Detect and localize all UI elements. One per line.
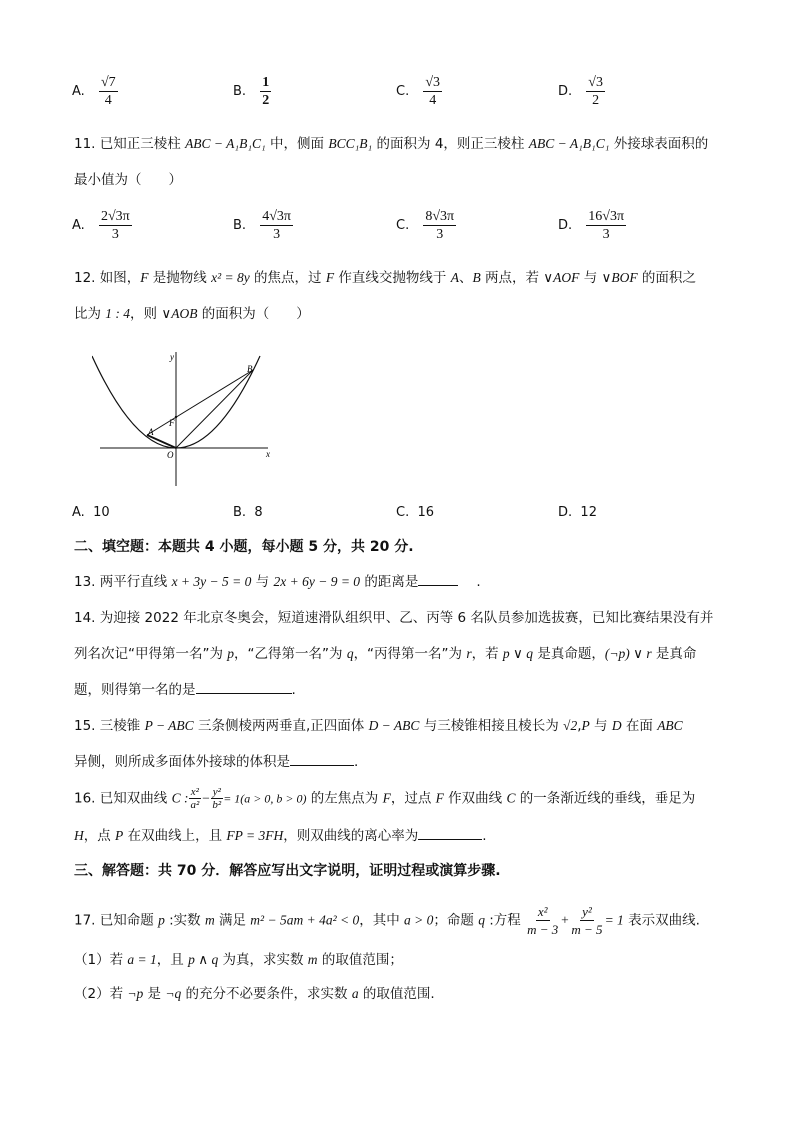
option-text: 12 <box>580 505 597 520</box>
math: F <box>140 270 149 285</box>
text: 外接球表面积的 <box>609 136 709 152</box>
text: 是真命题， <box>533 646 605 662</box>
q10-option-b[interactable] <box>233 74 271 109</box>
q11-option-b[interactable] <box>233 208 293 243</box>
q11-option-d[interactable] <box>558 208 626 243</box>
parabola-figure <box>92 348 282 490</box>
frac-den: m − 3 <box>527 922 559 937</box>
text: ；命题 <box>433 912 479 929</box>
q10-option-c[interactable] <box>396 74 442 109</box>
math: r <box>466 646 472 661</box>
text: 的面积之 <box>637 270 696 286</box>
math: a = 1 <box>127 952 157 967</box>
text: 的左焦点为 <box>306 790 383 807</box>
q11-line2: 最小值为（ ） <box>74 172 182 188</box>
text: 作直线交抛物线于 <box>334 270 451 286</box>
q14-line2 <box>74 644 696 664</box>
option-text: 10 <box>93 505 110 520</box>
text: 16. 已知双曲线 <box>74 790 172 807</box>
frac-den: m − 5 <box>571 922 603 937</box>
text: 的取值范围. <box>358 986 435 1002</box>
text: 是真命 <box>651 646 697 662</box>
line-ab <box>147 370 253 435</box>
text: . <box>482 828 487 844</box>
text: . <box>476 574 481 590</box>
math: D <box>611 718 622 733</box>
text: 作双曲线 <box>443 790 507 807</box>
text: 题，则得第一名的是 <box>74 682 196 698</box>
option-text: 8 <box>254 505 263 520</box>
label-f: F <box>169 418 175 428</box>
label-y: y <box>170 352 174 362</box>
text: 是抛物线 <box>148 270 212 286</box>
text: 13. 两平行直线 <box>74 574 172 590</box>
text: 的取值范围； <box>317 952 403 968</box>
q10-option-d[interactable] <box>558 74 605 109</box>
math: p ∨ q <box>502 646 534 661</box>
text: （1）若 <box>74 952 128 968</box>
math: = 1 <box>604 912 624 928</box>
section-3-heading: 三、解答题：共 70 分．解答应写出文字说明，证明过程或演算步骤. <box>74 863 501 879</box>
text: 与 <box>251 574 274 590</box>
text: 在面 <box>621 718 658 734</box>
text: . <box>354 754 359 770</box>
text: 的距离是 <box>360 574 419 590</box>
math: q <box>346 646 354 661</box>
answer-blank[interactable] <box>196 693 292 694</box>
math: ∨AOF <box>543 270 580 285</box>
q12-option-c[interactable] <box>396 505 434 520</box>
option-label: A. <box>72 84 85 99</box>
text: 两点，若 <box>480 270 544 286</box>
frac-num: 1 <box>262 75 270 90</box>
math: P − ABC <box>144 718 194 733</box>
frac-den: 2 <box>592 93 600 108</box>
frac-num: x² <box>537 904 548 919</box>
math: A <box>450 270 459 285</box>
label-x: x <box>266 449 270 459</box>
text: ，“乙得第一名”为 <box>234 646 347 662</box>
option-label: A. <box>72 505 85 520</box>
text: 的充分不必要条件，求实数 <box>181 986 352 1002</box>
math: − <box>201 790 211 806</box>
math: P <box>115 828 124 843</box>
frac-den: 4 <box>104 93 112 108</box>
text: . <box>291 682 296 698</box>
q15-line1 <box>74 716 683 736</box>
math: B <box>472 270 481 285</box>
math: x + 3y − 5 = 0 <box>171 574 252 589</box>
text: ，则双曲线的离心率为 <box>283 828 419 844</box>
text: 与 <box>579 270 602 286</box>
text: :方程 <box>484 912 526 929</box>
math: = 1(a > 0, b > 0) <box>223 791 307 806</box>
math: a > 0 <box>404 912 434 928</box>
frac-num: √7 <box>100 75 116 90</box>
text: , <box>577 718 582 734</box>
frac-den: 3 <box>436 227 444 242</box>
math: ABC − A₁B₁C₁ <box>185 136 266 151</box>
math: 2x + 6y − 9 = 0 <box>273 574 361 589</box>
option-label: D. <box>558 218 573 233</box>
frac-den: 3 <box>111 227 119 242</box>
math: ∨AOB <box>161 306 198 321</box>
text: ，“丙得第一名”为 <box>353 646 467 662</box>
q12-line2 <box>74 304 310 324</box>
text: 是 <box>143 986 166 1002</box>
q15-line2 <box>74 752 358 772</box>
frac-den: 3 <box>602 227 610 242</box>
math: p <box>158 912 165 928</box>
text: 11. 已知正三棱柱 <box>74 136 186 152</box>
option-label: B. <box>233 505 247 520</box>
math: H <box>74 828 84 843</box>
math: F <box>382 790 391 806</box>
math: D − ABC <box>368 718 420 733</box>
text: 的面积为（ ） <box>197 306 310 322</box>
option-label: A. <box>72 218 85 233</box>
answer-blank[interactable] <box>418 839 482 840</box>
text: 三条侧棱两两垂直,正四面体 <box>193 718 369 734</box>
frac-num: 2√3π <box>100 209 130 224</box>
math: P <box>581 718 590 733</box>
option-label: B. <box>233 218 247 233</box>
q17-sub2 <box>74 984 435 1004</box>
frac-den: b² <box>212 799 222 811</box>
q12-line1 <box>74 268 696 288</box>
option-label: C. <box>396 505 410 520</box>
frac-num: x² <box>190 786 199 798</box>
frac-num: 16√3π <box>588 209 625 224</box>
text: （2）若 <box>74 986 128 1002</box>
text: ，且 <box>156 952 189 968</box>
math: ¬q <box>165 986 182 1001</box>
math: ∨BOF <box>601 270 638 285</box>
q16-line1 <box>74 786 695 811</box>
frac-num: y² <box>212 786 221 798</box>
q11-line1 <box>74 134 708 154</box>
text: 与三棱锥相接且棱长为 <box>419 718 564 734</box>
math: ABC <box>657 718 683 733</box>
frac-num: 4√3π <box>262 209 291 224</box>
math: FP = 3FH <box>226 828 284 843</box>
label-a: A <box>148 427 154 437</box>
q16-line2 <box>74 826 487 846</box>
math: BCC₁B₁ <box>328 136 373 151</box>
math: C <box>506 790 516 806</box>
frac-den: 4 <box>429 93 437 108</box>
label-b: B <box>247 364 253 374</box>
text: 为真，求实数 <box>218 952 308 968</box>
option-label: C. <box>396 218 410 233</box>
label-o: O <box>167 450 174 460</box>
math: p <box>227 646 235 661</box>
math: ¬p <box>127 986 144 1001</box>
math: m² − 5am + 4a² < 0 <box>250 912 360 928</box>
text: 12. 如图， <box>74 270 141 286</box>
q17-line1 <box>74 903 700 938</box>
math: F <box>325 270 335 285</box>
frac-num: √3 <box>425 75 441 90</box>
math: (¬p) ∨ r <box>604 646 652 661</box>
text: 列名次记“甲得第一名”为 <box>74 646 228 662</box>
text: ，则 <box>130 306 162 322</box>
text: 表示双曲线. <box>623 912 700 929</box>
text: 与 <box>589 718 612 734</box>
text: 异侧，则所成多面体外接球的体积是 <box>74 754 290 770</box>
math: x² = 8y <box>211 270 250 285</box>
text: ，若 <box>471 646 503 662</box>
answer-blank[interactable] <box>418 585 458 586</box>
answer-blank[interactable] <box>290 765 354 766</box>
q10-option-a[interactable] <box>72 74 118 109</box>
frac-den: 3 <box>273 227 281 242</box>
option-label: D. <box>558 84 573 99</box>
text: :实数 <box>164 912 205 929</box>
q12-option-d[interactable] <box>558 505 597 520</box>
math: m <box>307 952 318 967</box>
text: 中，侧面 <box>265 136 329 152</box>
math: √2 <box>563 718 578 733</box>
line-ob <box>176 370 253 448</box>
math: p ∧ q <box>188 952 219 967</box>
math: q <box>478 912 485 928</box>
frac-num: 8√3π <box>425 209 455 224</box>
option-label: C. <box>396 84 410 99</box>
frac-num: √3 <box>588 75 603 90</box>
math: m <box>204 912 215 928</box>
frac-den: a² <box>190 799 200 811</box>
text: ，其中 <box>359 912 405 929</box>
text: 的一条渐近线的垂线，垂足为 <box>515 790 696 807</box>
option-label: D. <box>558 505 573 520</box>
math: + <box>560 912 570 928</box>
math: a <box>351 986 359 1001</box>
option-text: 16 <box>417 505 435 520</box>
text: 满足 <box>214 912 251 929</box>
math: C : <box>171 790 189 806</box>
math: ABC − A₁B₁C₁ <box>528 136 610 151</box>
section-2-heading: 二、填空题：本题共 4 小题，每小题 5 分，共 20 分. <box>74 539 414 555</box>
text: 在双曲线上，且 <box>123 828 227 844</box>
text: 的面积为 4，则正三棱柱 <box>372 136 529 152</box>
text: 比为 <box>74 306 106 322</box>
q13-line <box>74 572 481 592</box>
text: 、 <box>458 270 473 286</box>
text: 15. 三棱锥 <box>74 718 145 734</box>
text: ，过点 <box>390 790 436 807</box>
q14-line1: 14. 为迎接 2022 年北京冬奥会，短道速滑队组织甲、乙、丙等 6 名队员参加选拔赛，已知比赛结果没有并 <box>74 610 714 626</box>
q12-option-a[interactable] <box>72 505 110 520</box>
focus-point <box>175 416 177 418</box>
text: ，点 <box>83 828 116 844</box>
q12-option-b[interactable] <box>233 505 263 520</box>
text: 17. 已知命题 <box>74 912 159 929</box>
q11-option-c[interactable] <box>396 208 456 243</box>
math: F <box>435 790 444 806</box>
q11-option-a[interactable] <box>72 208 132 243</box>
math: 1 : 4 <box>105 306 131 321</box>
frac-den: 2 <box>262 93 270 108</box>
option-label: B. <box>233 84 247 99</box>
text: 的焦点，过 <box>249 270 326 286</box>
q14-line3 <box>74 680 296 700</box>
frac-num: y² <box>582 904 592 919</box>
q17-sub1 <box>74 950 403 970</box>
